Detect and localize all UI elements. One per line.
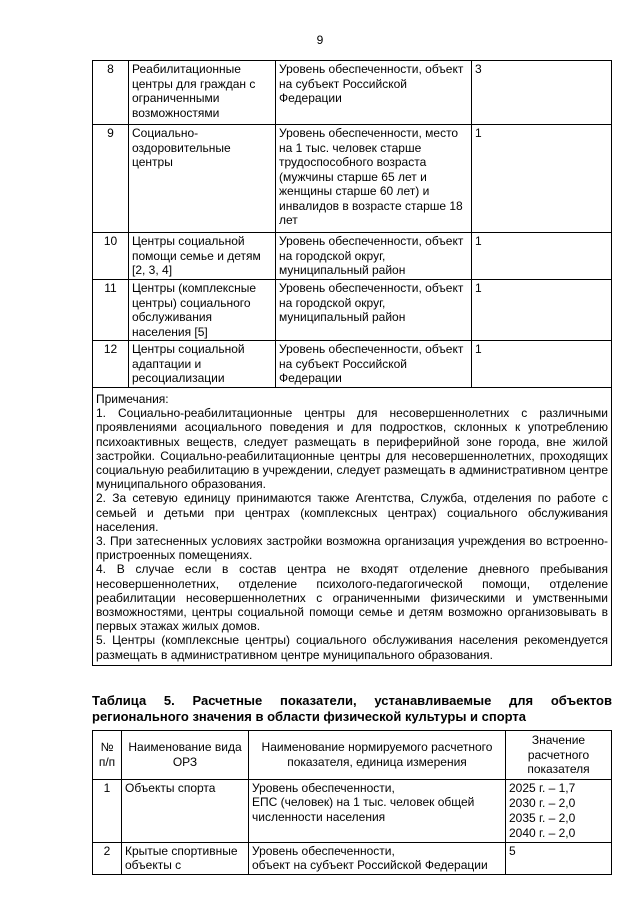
indicator-description: Уровень обеспеченности, объект на городской округ, муниципальный район bbox=[276, 233, 472, 280]
table-row bbox=[93, 842, 612, 874]
object-type: Объекты спорта bbox=[122, 779, 249, 842]
social-objects-table bbox=[92, 60, 612, 666]
table-row bbox=[93, 125, 612, 233]
value-line: 2025 г. – 1,7 bbox=[509, 780, 576, 795]
indicator-description bbox=[249, 842, 506, 874]
header-number: № п/п bbox=[93, 731, 122, 780]
page-number: 9 bbox=[316, 33, 324, 47]
row-number: 12 bbox=[93, 341, 129, 388]
header-object-type: Наименование вида ОРЗ bbox=[122, 731, 249, 780]
indicator-value: 1 bbox=[472, 341, 612, 388]
note-item: 2. За сетевую единицу принимаются также Агентства, Служба, отделения по работе с семьей и детьми при центрах (комплексных центрах) социального обслуживания населения. bbox=[96, 491, 608, 534]
table-row bbox=[93, 61, 612, 125]
indicator-description: Уровень обеспеченности, место на 1 тыс. человек старше трудоспособного возраста (мужчины старше 65 лет и женщины старше 60 лет) и инвалидов в возрасте старше 18 лет bbox=[276, 125, 472, 233]
table-row bbox=[93, 779, 612, 842]
indicator-value: 1 bbox=[472, 280, 612, 341]
description-line: численности населения bbox=[252, 809, 386, 824]
note-item: 5. Центры (комплексные центры) социального обслуживания населения рекомендуется размещать в административном центре муниципального образования. bbox=[96, 633, 608, 662]
value-line: 2030 г. – 2,0 bbox=[509, 795, 576, 810]
indicator-description: Уровень обеспеченности, объект на субъект Российской Федерации bbox=[276, 61, 472, 125]
indicator-description: Уровень обеспеченности, объект на городской округ, муниципальный район bbox=[276, 280, 472, 341]
indicator-description bbox=[249, 779, 506, 842]
indicator-value: 1 bbox=[472, 125, 612, 233]
table-row bbox=[93, 280, 612, 341]
indicator-value: 1 bbox=[472, 233, 612, 280]
description-line: объект на субъект Российской Федерации bbox=[252, 858, 488, 872]
row-number: 1 bbox=[93, 779, 122, 842]
row-number: 11 bbox=[93, 280, 129, 341]
indicator-value: 5 bbox=[506, 842, 612, 874]
row-number: 9 bbox=[93, 125, 129, 233]
notes-heading: Примечания: bbox=[96, 392, 169, 406]
note-item: 4. В случае если в состав центра не входят отделение дневного пребывания несовершеннолетних, отделение психолого-педагогической помощи, отделение реабилитации несовершеннолетних с ограниченными физическими и умственными возможностями, центры социальной помощи семье и детям возможно организовывать в первых этажах жилых домов. bbox=[96, 562, 608, 634]
table5-title: Таблица 5. Расчетные показатели, устанавливаемые для объектов регионального значения в области физической культуры и спорта bbox=[92, 693, 612, 724]
object-type: Центры социальной адаптации и ресоциализации bbox=[129, 341, 276, 388]
indicator-values bbox=[506, 779, 612, 842]
value-line: 2040 г. – 2,0 bbox=[509, 825, 576, 840]
table-row bbox=[93, 233, 612, 280]
object-type: Реабилитационные центры для граждан с ограниченными возможностями bbox=[129, 61, 276, 125]
notes-row bbox=[93, 388, 612, 666]
header-indicator: Наименование нормируемого расчетного показателя, единица измерения bbox=[249, 731, 506, 780]
description-line: Уровень обеспеченности, bbox=[252, 780, 395, 795]
object-type: Социально-оздоровительные центры bbox=[129, 125, 276, 233]
note-item: 1. Социально-реабилитационные центры для несовершеннолетних с различными проявлениями асоциального поведения и для подростков, склонных к употреблению психоактивных веществ, следует размещать в периферийной зоне города, вне жилой застройки. Социально-реабилитационные центры для несовершеннолетних, проходящих социальную реабилитацию в учреждении, следует размещать в административном центре муниципального образования. bbox=[96, 406, 608, 492]
object-type: Центры социальной помощи семье и детям [2, 3, 4] bbox=[129, 233, 276, 280]
object-type: Крытые спортивные объекты с bbox=[122, 842, 249, 874]
object-type: Центры (комплексные центры) социального обслуживания населения [5] bbox=[129, 280, 276, 341]
description-line: Уровень обеспеченности, bbox=[252, 843, 395, 858]
row-number: 10 bbox=[93, 233, 129, 280]
table-header-row bbox=[93, 731, 612, 780]
header-value: Значение расчетного показателя bbox=[506, 731, 612, 780]
table-row bbox=[93, 341, 612, 388]
note-item: 3. При затесненных условиях застройки возможна организация учреждения во встроенно-пристроенных помещениях. bbox=[96, 534, 608, 563]
sports-objects-table bbox=[92, 730, 612, 875]
row-number: 8 bbox=[93, 61, 129, 125]
description-line: ЕПС (человек) на 1 тыс. человек общей bbox=[252, 795, 475, 809]
row-number: 2 bbox=[93, 842, 122, 874]
indicator-value: 3 bbox=[472, 61, 612, 125]
value-line: 2035 г. – 2,0 bbox=[509, 810, 576, 825]
indicator-description: Уровень обеспеченности, объект на субъект Российской Федерации bbox=[276, 341, 472, 388]
notes bbox=[93, 388, 612, 666]
